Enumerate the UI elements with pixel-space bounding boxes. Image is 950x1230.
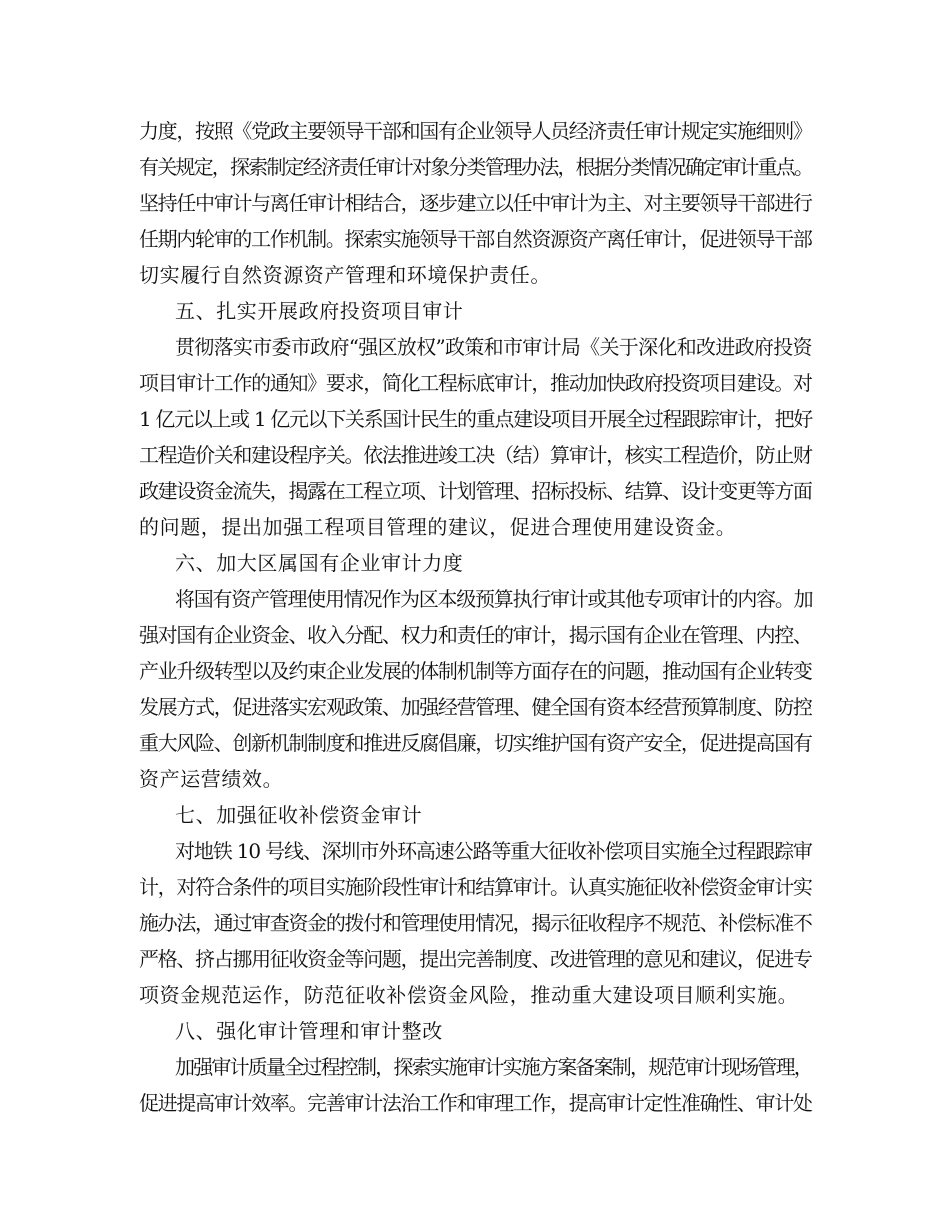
paragraph-line: 强对国有企业资金、收入分配、权力和责任的审计，揭示国有企业在管理、内控、 <box>139 623 812 647</box>
paragraph-line: 资产运营绩效。 <box>139 767 284 791</box>
paragraph-line: 坚持任中审计与离任审计相结合，逐步建立以任中审计为主、对主要领导干部进行 <box>139 191 812 215</box>
paragraph-first-line: 将国有资产管理使用情况作为区本级预算执行审计或其他专项审计的内容。加 <box>175 587 813 611</box>
paragraph-line: 1 亿元以上或 1 亿元以下关系国计民生的重点建设项目开展全过程跟踪审计，把好 <box>139 407 812 431</box>
paragraph-line: 项目审计工作的通知》要求，简化工程标底审计，推动加快政府投资项目建设。对 <box>139 371 812 395</box>
paragraph-line: 的问题，提出加强工程项目管理的建议，促进合理使用建设资金。 <box>139 515 737 539</box>
paragraph-line: 切实履行自然资源资产管理和环境保护责任。 <box>139 263 551 287</box>
paragraph-line: 重大风险、创新机制制度和推进反腐倡廉，切实维护国有资产安全，促进提高国有 <box>139 731 812 755</box>
paragraph-first-line: 贯彻落实市委市政府“强区放权”政策和市审计局《关于深化和改进政府投资 <box>175 335 812 359</box>
paragraph-line: 工程造价关和建设程序关。依法推进竣工决（结）算审计，核实工程造价，防止财 <box>139 443 812 467</box>
section-heading-6: 六、加大区属国有企业审计力度 <box>175 551 464 575</box>
section-heading-7: 七、加强征收补偿资金审计 <box>175 803 423 827</box>
paragraph-line: 严格、挤占挪用征收资金等问题，提出完善制度、改进管理的意见和建议，促进专 <box>139 947 812 971</box>
section-heading-5: 五、扎实开展政府投资项目审计 <box>175 299 464 323</box>
paragraph-line: 发展方式，促进落实宏观政策、加强经营管理、健全国有资本经营预算制度、防控 <box>139 695 812 719</box>
paragraph-line: 力度，按照《党政主要领导干部和国有企业领导人员经济责任审计规定实施细则》 <box>139 119 812 143</box>
paragraph-line: 任期内轮审的工作机制。探索实施领导干部自然资源资产离任审计，促进领导干部 <box>139 227 812 251</box>
paragraph-line: 项资金规范运作，防范征收补偿资金风险，推动重大建设项目顺利实施。 <box>139 983 799 1007</box>
paragraph-line: 施办法，通过审查资金的拨付和管理使用情况，揭示征收程序不规范、补偿标准不 <box>139 911 812 935</box>
paragraph-line: 计，对符合条件的项目实施阶段性审计和结算审计。认真实施征收补偿资金审计实 <box>139 875 812 899</box>
paragraph-line: 产业升级转型以及约束企业发展的体制机制等方面存在的问题，推动国有企业转变 <box>139 659 812 683</box>
section-heading-8: 八、强化审计管理和审计整改 <box>175 1019 443 1043</box>
paragraph-first-line: 对地铁 10 号线、深圳市外环高速公路等重大征收补偿项目实施全过程跟踪审 <box>175 839 812 863</box>
paragraph-line: 政建设资金流失，揭露在工程立项、计划管理、招标投标、结算、设计变更等方面 <box>139 479 812 503</box>
paragraph-first-line: 加强审计质量全过程控制，探索实施审计实施方案备案制，规范审计现场管理， <box>175 1055 812 1079</box>
paragraph-line: 促进提高审计效率。完善审计法治工作和审理工作，提高审计定性准确性、审计处 <box>139 1091 812 1115</box>
paragraph-line: 有关规定，探索制定经济责任审计对象分类管理办法，根据分类情况确定审计重点。 <box>139 155 813 179</box>
